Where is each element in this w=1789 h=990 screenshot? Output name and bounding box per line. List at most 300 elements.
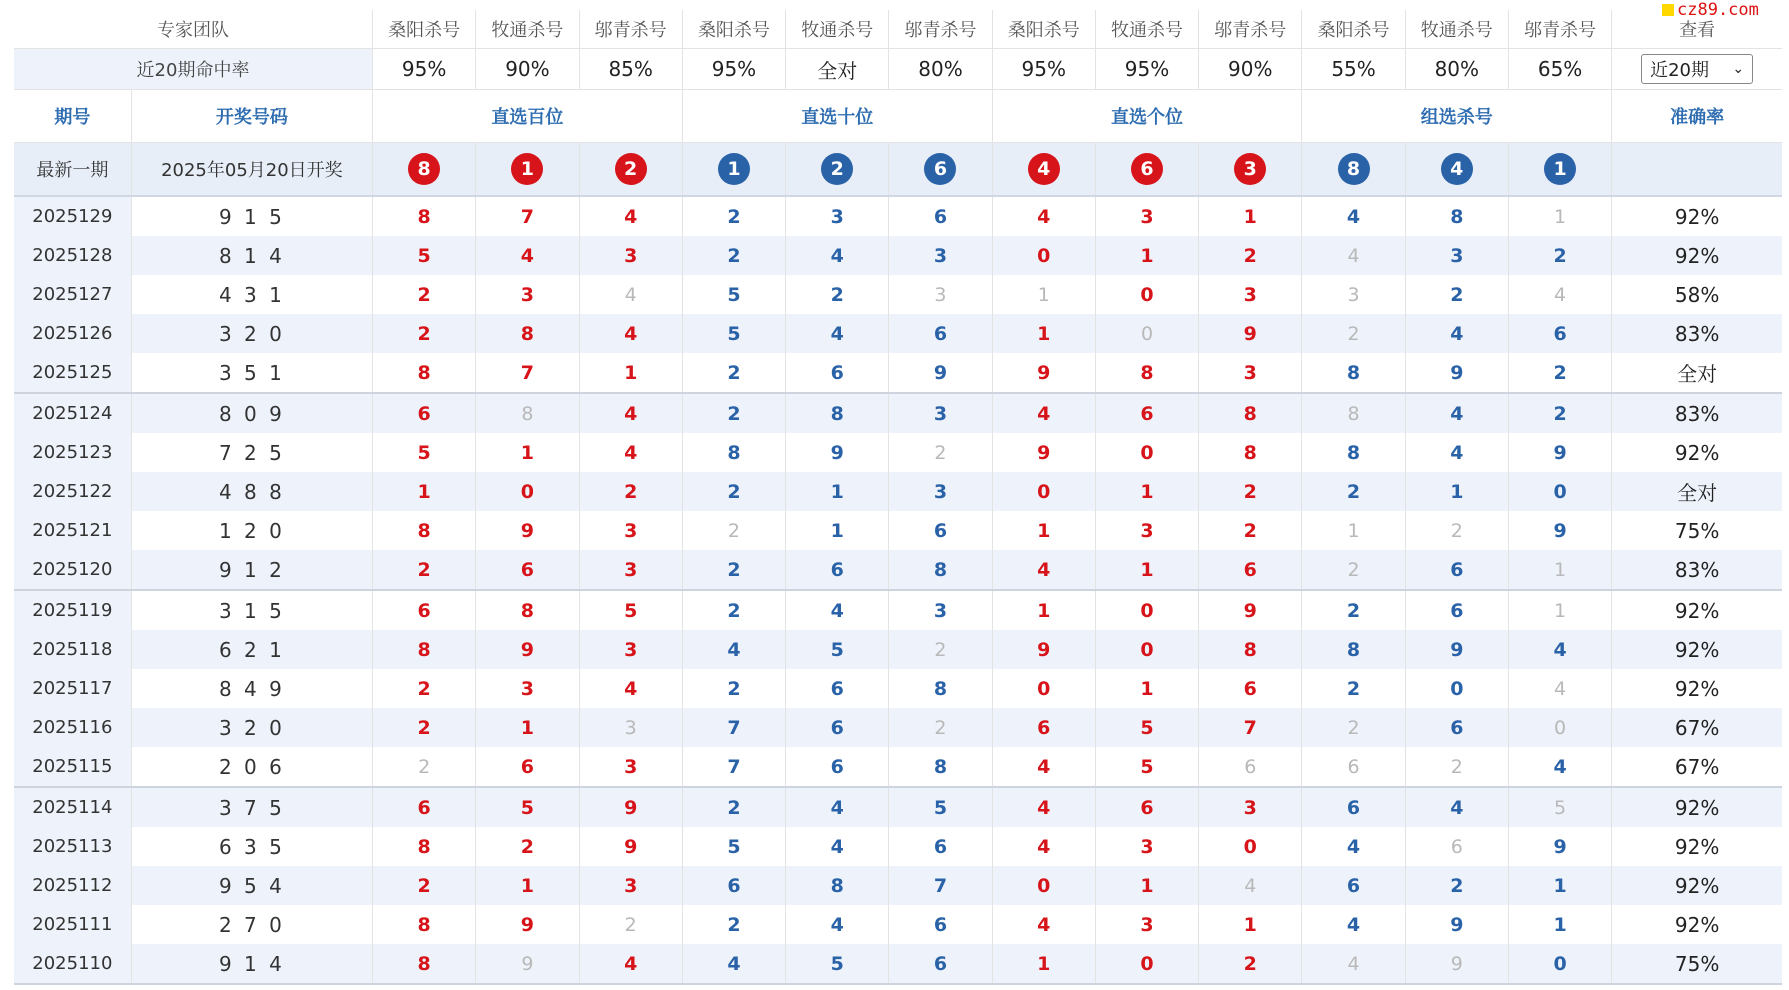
kill-number-cell: 6 <box>476 550 579 590</box>
accuracy-cell: 全对 <box>1677 362 1718 386</box>
table-row <box>14 196 1782 236</box>
latest-accuracy-empty <box>1612 143 1782 197</box>
kill-number-cell: 0 <box>992 472 1095 511</box>
kill-number-cell: 1 <box>1199 196 1302 236</box>
kill-number-cell: 3 <box>579 550 682 590</box>
kill-number-cell: 1 <box>579 353 682 393</box>
kill-number-cell: 4 <box>1405 314 1508 353</box>
kill-number-cell: 3 <box>579 630 682 669</box>
kill-number-cell: 2 <box>579 905 682 944</box>
kill-number-cell: 0 <box>1405 669 1508 708</box>
kill-number-cell: 9 <box>1405 630 1508 669</box>
table-row <box>14 905 1782 944</box>
kill-number-cell: 2 <box>889 630 992 669</box>
kill-number-cell: 4 <box>786 905 889 944</box>
winning-number-cell: 3 1 5 <box>131 590 372 630</box>
period-cell: 2025120 <box>14 550 131 590</box>
hit-rate-value: 55% <box>1302 49 1405 90</box>
kill-number-cell: 6 <box>786 747 889 787</box>
kill-number-cell: 2 <box>1302 550 1405 590</box>
kill-number-cell: 4 <box>682 944 785 984</box>
kill-number-cell: 1 <box>1508 866 1611 905</box>
table-row <box>14 708 1782 747</box>
kill-number-cell: 5 <box>889 787 992 827</box>
kill-number-cell: 8 <box>1405 196 1508 236</box>
expert-header: 邬青杀号 <box>889 10 992 49</box>
kill-number-cell: 8 <box>1199 393 1302 433</box>
kill-number-cell: 1 <box>992 590 1095 630</box>
winning-number-cell: 9 1 5 <box>131 196 372 236</box>
period-cell: 2025110 <box>14 944 131 984</box>
expert-header: 邬青杀号 <box>1508 10 1611 49</box>
kill-number-cell: 6 <box>476 747 579 787</box>
kill-number-cell: 9 <box>1405 944 1508 984</box>
kill-number-cell: 2 <box>1508 353 1611 393</box>
kill-number-cell: 4 <box>992 905 1095 944</box>
kill-number-cell: 7 <box>476 353 579 393</box>
kill-number-cell: 0 <box>992 236 1095 275</box>
chevron-down-icon: ⌄ <box>1732 61 1745 77</box>
latest-ball: 3 <box>1234 153 1266 185</box>
kill-number-cell: 6 <box>889 511 992 550</box>
kill-number-cell: 8 <box>373 827 476 866</box>
kill-number-cell: 6 <box>1199 550 1302 590</box>
kill-number-cell: 4 <box>992 827 1095 866</box>
kill-number-cell: 4 <box>1302 236 1405 275</box>
kill-number-cell: 4 <box>1405 787 1508 827</box>
kill-number-cell: 2 <box>682 353 785 393</box>
kill-number-cell: 4 <box>1508 669 1611 708</box>
kill-number-cell: 4 <box>1302 827 1405 866</box>
latest-ball-cell <box>992 143 1095 197</box>
period-cell: 2025115 <box>14 747 131 787</box>
latest-ball-cell <box>476 143 579 197</box>
kill-number-cell: 6 <box>889 196 992 236</box>
kill-number-cell: 4 <box>1302 944 1405 984</box>
latest-ball: 6 <box>924 153 956 185</box>
latest-ball: 6 <box>1131 153 1163 185</box>
winning-number-cell: 4 8 8 <box>131 472 372 511</box>
kill-number-cell: 4 <box>786 590 889 630</box>
kill-number-cell: 6 <box>1405 590 1508 630</box>
kill-number-cell: 2 <box>1405 275 1508 314</box>
kill-number-cell: 2 <box>682 590 785 630</box>
accuracy-cell: 83% <box>1612 314 1782 353</box>
kill-number-cell: 3 <box>579 236 682 275</box>
kill-number-cell: 6 <box>1405 550 1508 590</box>
accuracy-cell: 67% <box>1612 708 1782 747</box>
hit-rate-value: 95% <box>373 49 476 90</box>
hit-rate-label: 近20期命中率 <box>14 49 373 90</box>
period-cell: 2025122 <box>14 472 131 511</box>
winning-number-cell: 4 3 1 <box>131 275 372 314</box>
kill-number-cell: 3 <box>1302 275 1405 314</box>
kill-number-cell: 3 <box>579 747 682 787</box>
kill-number-cell: 6 <box>1199 747 1302 787</box>
kill-number-cell: 6 <box>373 393 476 433</box>
expert-header-row <box>14 10 1782 49</box>
hit-rate-row <box>14 49 1782 90</box>
expert-header: 牧通杀号 <box>476 10 579 49</box>
expert-header: 桑阳杀号 <box>992 10 1095 49</box>
kill-number-cell: 6 <box>1405 827 1508 866</box>
kill-number-cell: 0 <box>476 472 579 511</box>
expert-header: 桑阳杀号 <box>682 10 785 49</box>
hit-rate-value: 65% <box>1508 49 1611 90</box>
kill-number-cell: 6 <box>1302 787 1405 827</box>
kill-number-cell: 4 <box>579 393 682 433</box>
kill-number-cell: 1 <box>476 433 579 472</box>
table-row <box>14 275 1782 314</box>
kill-number-cell: 3 <box>889 590 992 630</box>
kill-number-cell: 8 <box>373 944 476 984</box>
kill-number-cell: 9 <box>1508 827 1611 866</box>
kill-number-cell: 0 <box>992 866 1095 905</box>
kill-number-cell: 8 <box>476 314 579 353</box>
kill-number-cell: 9 <box>579 787 682 827</box>
table-row <box>14 511 1782 550</box>
kill-number-cell: 2 <box>1405 747 1508 787</box>
kill-number-cell: 1 <box>1302 511 1405 550</box>
kill-number-cell: 2 <box>373 669 476 708</box>
units-col-header: 直选个位 <box>992 90 1302 143</box>
kill-number-cell: 5 <box>579 590 682 630</box>
kill-number-table <box>14 10 1782 985</box>
expert-header: 桑阳杀号 <box>373 10 476 49</box>
kill-number-cell: 9 <box>1405 353 1508 393</box>
period-cell: 2025127 <box>14 275 131 314</box>
kill-number-cell: 9 <box>1508 433 1611 472</box>
hit-rate-value: 80% <box>889 49 992 90</box>
kill-number-cell: 1 <box>476 708 579 747</box>
kill-number-cell: 6 <box>373 590 476 630</box>
kill-number-cell: 6 <box>682 866 785 905</box>
kill-number-cell: 4 <box>786 236 889 275</box>
kill-number-cell: 5 <box>682 275 785 314</box>
kill-number-cell: 4 <box>579 196 682 236</box>
latest-ball-cell <box>373 143 476 197</box>
kill-number-cell: 3 <box>579 708 682 747</box>
kill-number-cell: 8 <box>373 630 476 669</box>
kill-number-cell: 5 <box>786 630 889 669</box>
kill-number-cell: 4 <box>1405 433 1508 472</box>
latest-ball: 1 <box>718 153 750 185</box>
kill-number-cell: 3 <box>1095 827 1198 866</box>
kill-number-cell: 1 <box>992 314 1095 353</box>
period-cell: 2025119 <box>14 590 131 630</box>
latest-ball-cell <box>786 143 889 197</box>
winning-number-cell: 8 0 9 <box>131 393 372 433</box>
kill-number-cell: 2 <box>786 275 889 314</box>
latest-ball: 2 <box>615 153 647 185</box>
kill-number-cell: 7 <box>682 747 785 787</box>
accuracy-cell: 92% <box>1674 440 1720 465</box>
winning-number-cell: 3 2 0 <box>131 708 372 747</box>
winning-number-cell: 6 2 1 <box>131 630 372 669</box>
accuracy-cell: 全对 <box>1612 472 1782 511</box>
winning-number-cell: 9 5 4 <box>131 866 372 905</box>
kill-number-cell: 3 <box>1405 236 1508 275</box>
kill-number-cell: 8 <box>1199 630 1302 669</box>
kill-number-cell: 1 <box>1095 866 1198 905</box>
latest-ball: 4 <box>1441 153 1473 185</box>
kill-number-cell: 5 <box>373 433 476 472</box>
kill-number-cell: 4 <box>1199 866 1302 905</box>
period-cell: 2025112 <box>14 866 131 905</box>
kill-number-cell: 2 <box>373 314 476 353</box>
kill-number-cell: 0 <box>1095 275 1198 314</box>
kill-number-cell: 6 <box>1508 314 1611 353</box>
kill-number-cell: 7 <box>889 866 992 905</box>
kill-number-cell: 7 <box>682 708 785 747</box>
hundreds-col-header: 直选百位 <box>373 90 683 143</box>
kill-number-cell: 1 <box>1508 196 1611 236</box>
kill-number-cell: 5 <box>786 944 889 984</box>
kill-number-cell: 2 <box>373 866 476 905</box>
accuracy-cell: 92% <box>1674 204 1720 229</box>
kill-number-cell: 2 <box>1302 472 1405 511</box>
kill-number-cell: 8 <box>1302 353 1405 393</box>
kill-number-cell: 6 <box>992 708 1095 747</box>
kill-number-cell: 2 <box>682 472 785 511</box>
hit-rate-value: 95% <box>682 49 785 90</box>
kill-number-cell: 4 <box>786 787 889 827</box>
kill-number-cell: 0 <box>1508 944 1611 984</box>
period-select[interactable] <box>1641 54 1753 84</box>
kill-number-cell: 1 <box>1508 550 1611 590</box>
kill-number-cell: 1 <box>1508 590 1611 630</box>
kill-number-cell: 4 <box>992 196 1095 236</box>
kill-number-cell: 8 <box>1095 353 1198 393</box>
table-row <box>14 669 1782 708</box>
period-cell: 2025124 <box>14 393 131 433</box>
kill-number-cell: 9 <box>476 905 579 944</box>
latest-ball: 8 <box>1338 153 1370 185</box>
period-cell: 2025111 <box>14 905 131 944</box>
kill-number-cell: 5 <box>1508 787 1611 827</box>
kill-number-cell: 7 <box>476 196 579 236</box>
winning-number-cell: 7 2 5 <box>131 433 372 472</box>
group-col-header: 组选杀号 <box>1302 90 1612 143</box>
kill-number-cell: 9 <box>992 630 1095 669</box>
period-cell: 2025128 <box>14 236 131 275</box>
kill-number-cell: 4 <box>682 630 785 669</box>
period-cell: 2025126 <box>14 314 131 353</box>
kill-number-cell: 4 <box>1508 747 1611 787</box>
accuracy-cell: 75% <box>1612 944 1782 984</box>
kill-number-cell: 2 <box>373 747 476 787</box>
latest-ball-cell <box>1302 143 1405 197</box>
kill-number-cell: 3 <box>1095 905 1198 944</box>
kill-number-cell: 2 <box>682 196 785 236</box>
kill-number-cell: 4 <box>1508 275 1611 314</box>
kill-number-cell: 1 <box>992 511 1095 550</box>
kill-number-cell: 6 <box>373 787 476 827</box>
hit-rate-value: 90% <box>476 49 579 90</box>
kill-number-cell: 1 <box>1199 905 1302 944</box>
expert-header: 牧通杀号 <box>786 10 889 49</box>
kill-number-cell: 2 <box>1302 314 1405 353</box>
site-badge-text: cz89.com <box>1677 0 1759 20</box>
accuracy-cell: 83% <box>1612 550 1782 590</box>
latest-ball-cell <box>1508 143 1611 197</box>
kill-number-table-container <box>14 10 1782 985</box>
period-cell: 2025121 <box>14 511 131 550</box>
kill-number-cell: 1 <box>786 511 889 550</box>
kill-number-cell: 2 <box>682 236 785 275</box>
kill-number-cell: 9 <box>889 353 992 393</box>
kill-number-cell: 5 <box>1095 747 1198 787</box>
kill-number-cell: 6 <box>1095 393 1198 433</box>
kill-number-cell: 5 <box>476 787 579 827</box>
kill-number-cell: 3 <box>889 275 992 314</box>
latest-ball: 1 <box>511 153 543 185</box>
kill-number-cell: 1 <box>373 472 476 511</box>
latest-ball: 2 <box>821 153 853 185</box>
kill-number-cell: 4 <box>992 393 1095 433</box>
hit-rate-value: 95% <box>992 49 1095 90</box>
kill-number-cell: 2 <box>682 511 785 550</box>
kill-number-cell: 8 <box>373 905 476 944</box>
winning-number-cell: 3 5 1 <box>131 353 372 393</box>
latest-ball-cell <box>579 143 682 197</box>
accuracy-cell: 58% <box>1674 282 1720 307</box>
kill-number-cell: 4 <box>1302 905 1405 944</box>
hit-rate-value: 90% <box>1199 49 1302 90</box>
table-row <box>14 314 1782 353</box>
kill-number-cell: 6 <box>1302 747 1405 787</box>
latest-ball-cell <box>1405 143 1508 197</box>
kill-number-cell: 2 <box>579 472 682 511</box>
kill-number-cell: 2 <box>1508 236 1611 275</box>
table-row <box>14 630 1782 669</box>
kill-number-cell: 2 <box>1302 708 1405 747</box>
accuracy-col-header: 准确率 <box>1612 90 1782 143</box>
kill-number-cell: 8 <box>476 590 579 630</box>
kill-number-cell: 0 <box>1199 827 1302 866</box>
kill-number-cell: 1 <box>786 472 889 511</box>
kill-number-cell: 6 <box>786 353 889 393</box>
expert-header: 邬青杀号 <box>579 10 682 49</box>
latest-ball-cell <box>682 143 785 197</box>
latest-date: 2025年05月20日开奖 <box>131 143 372 197</box>
kill-number-cell: 1 <box>476 866 579 905</box>
table-row <box>14 827 1782 866</box>
kill-number-cell: 4 <box>579 433 682 472</box>
kill-number-cell: 9 <box>1199 314 1302 353</box>
kill-number-cell: 2 <box>682 787 785 827</box>
table-row <box>14 550 1782 590</box>
latest-ball: 8 <box>408 153 440 185</box>
kill-number-cell: 4 <box>992 787 1095 827</box>
kill-number-cell: 3 <box>889 393 992 433</box>
latest-ball-cell <box>1199 143 1302 197</box>
accuracy-cell: 92% <box>1612 236 1782 275</box>
kill-number-cell: 6 <box>786 708 889 747</box>
winning-col-header: 开奖号码 <box>131 90 372 143</box>
kill-number-cell: 8 <box>682 433 785 472</box>
period-select-value: 近20期 <box>1650 60 1709 81</box>
kill-number-cell: 2 <box>682 669 785 708</box>
latest-label: 最新一期 <box>14 143 131 197</box>
accuracy-cell: 92% <box>1612 866 1782 905</box>
kill-number-cell: 1 <box>1095 669 1198 708</box>
kill-number-cell: 4 <box>476 236 579 275</box>
kill-number-cell: 8 <box>889 747 992 787</box>
kill-number-cell: 3 <box>889 236 992 275</box>
kill-number-cell: 6 <box>889 314 992 353</box>
kill-number-cell: 6 <box>1302 866 1405 905</box>
kill-number-cell: 8 <box>1302 433 1405 472</box>
kill-number-cell: 2 <box>373 708 476 747</box>
kill-number-cell: 0 <box>1095 314 1198 353</box>
accuracy-cell: 92% <box>1674 912 1720 937</box>
expert-header: 牧通杀号 <box>1095 10 1198 49</box>
kill-number-cell: 3 <box>1095 196 1198 236</box>
kill-number-cell: 9 <box>476 944 579 984</box>
period-cell: 2025123 <box>14 433 131 472</box>
kill-number-cell: 6 <box>786 669 889 708</box>
kill-number-cell: 6 <box>786 550 889 590</box>
kill-number-cell: 8 <box>1302 630 1405 669</box>
kill-number-cell: 2 <box>1302 669 1405 708</box>
kill-number-cell: 8 <box>786 866 889 905</box>
kill-number-cell: 8 <box>786 393 889 433</box>
table-row <box>14 787 1782 827</box>
period-cell: 2025116 <box>14 708 131 747</box>
kill-number-cell: 6 <box>1095 787 1198 827</box>
kill-number-cell: 4 <box>579 944 682 984</box>
kill-number-cell: 1 <box>1508 905 1611 944</box>
kill-number-cell: 2 <box>373 275 476 314</box>
expert-header: 邬青杀号 <box>1199 10 1302 49</box>
kill-number-cell: 2 <box>1199 236 1302 275</box>
period-cell: 2025113 <box>14 827 131 866</box>
hit-rate-value: 85% <box>579 49 682 90</box>
table-row <box>14 747 1782 787</box>
kill-number-cell: 2 <box>889 433 992 472</box>
kill-number-cell: 2 <box>1405 866 1508 905</box>
kill-number-cell: 3 <box>579 866 682 905</box>
period-col-header: 期号 <box>14 90 131 143</box>
hit-rate-value: 80% <box>1405 49 1508 90</box>
kill-number-cell: 1 <box>1095 236 1198 275</box>
kill-number-cell: 9 <box>579 827 682 866</box>
kill-number-cell: 8 <box>889 550 992 590</box>
kill-number-cell: 8 <box>476 393 579 433</box>
kill-number-cell: 9 <box>1508 511 1611 550</box>
kill-number-cell: 3 <box>476 275 579 314</box>
winning-number-cell: 2 7 0 <box>131 905 372 944</box>
kill-number-cell: 0 <box>1095 944 1198 984</box>
kill-number-cell: 6 <box>1405 708 1508 747</box>
kill-number-cell: 5 <box>682 827 785 866</box>
kill-number-cell: 4 <box>579 275 682 314</box>
kill-number-cell: 2 <box>373 550 476 590</box>
kill-number-cell: 6 <box>889 944 992 984</box>
table-row <box>14 353 1782 393</box>
kill-number-cell: 3 <box>579 511 682 550</box>
accuracy-cell: 92% <box>1612 590 1782 630</box>
kill-number-cell: 3 <box>476 669 579 708</box>
table-row <box>14 866 1782 905</box>
kill-number-cell: 3 <box>1095 511 1198 550</box>
kill-number-cell: 8 <box>373 511 476 550</box>
kill-number-cell: 0 <box>1095 433 1198 472</box>
kill-number-cell: 5 <box>682 314 785 353</box>
kill-number-cell: 3 <box>786 196 889 236</box>
kill-number-cell: 6 <box>1199 669 1302 708</box>
